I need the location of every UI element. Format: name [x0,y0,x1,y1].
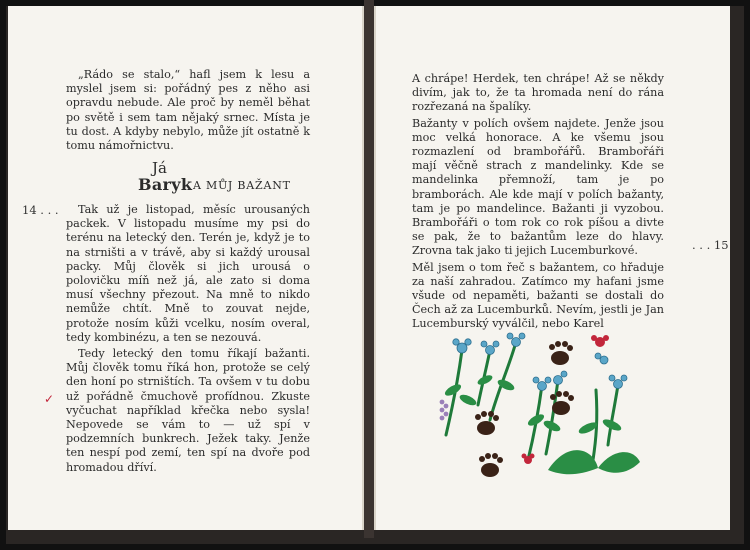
heading-rest: A MŮJ BAŽANT [193,179,291,192]
left-top-text [66,68,310,153]
book-gutter [364,0,374,538]
red-mark-icon: ✓ [44,392,55,406]
chapter-heading [138,159,338,201]
right-top-text [412,72,664,332]
left-bottom-text [66,203,310,475]
paragraph: Bažanty v polích ovšem najdete. Jenže jsou moc velká honorace. A ke všemu jsou rozmazlení od brambořářů. Brambořáři mají věčně strach z mandelinky. Kde se mandelinka přemnoží, tam je po bramborách. Ale kde mají v polích bažanty, tam je po mandelince. Bažanti ji vyzobou. Brambořáři o tom rok co rok píšou a divte se pak, že to bažantům leze do hlavy. Zrovna tak jako ti jejich Lucemburkové. [412,116,664,258]
paragraph: Měl jsem o tom řeč s bažantem, co hřaduje za naší zahradou. Zatímco my hafani jsme všude od nepaměti, bažanti se dostali do Čech až za Lucemburků. Nevím, jestli je Jan Lucemburský vyválčil, nebo Karel [412,260,664,331]
paragraph: Tedy letecký den tomu říkají bažanti. Můj člověk tomu říká hon, protože se celý den honí po strništích. Ta ovšem v tu dobu už pořádně čmuchově profídnou. Zkuste vyčuchat například křečka nebo sysla! Nepovede se vám to — už spí v podzemních bunkrech. Ježek taky. Jenže ten nespí pod zemí, ten spí na dvoře pod hromadou dříví. [66,347,310,474]
page-number-left: 14 . . . [22,203,59,217]
heading-name: Baryk [138,175,193,194]
heading-ja: Já [152,159,167,177]
plants-and-paws-illustration [428,330,658,495]
paragraph: Tak už je listopad, měsíc urousaných packek. V listopadu musíme my psi do terénu na letecký den. Terén je, když je to na strništi a v trávě, aby si každý urousal packy. Můj člověk si jich urousá o polovičku míň než já, ale zato si doma musí všechny přezout. Na mně to nikdo nemůže chtít. Mně to zouvat nejde, protože nosím kůži vcelku, nosím overal, tedy kombinézu, a ten se nezouvá. [66,203,310,344]
left-page [8,6,364,530]
page-number-right: . . . 15 [692,238,729,252]
paragraph: „Rádo se stalo,“ hafl jsem k lesu a myslel jsem si: pořádný pes z něho asi opravdu nebude. Ale proč by neměl běhat po světě i sem tam nějaký srnec. Místa je tu dost. A kdyby nebylo, může jít ostatně k tomu námořnictvu. [66,68,310,153]
paragraph: A chrápe! Herdek, ten chrápe! Až se někdy divím, jak to, že ta hromada není do rána rozřezaná na špalíky. [412,72,664,114]
